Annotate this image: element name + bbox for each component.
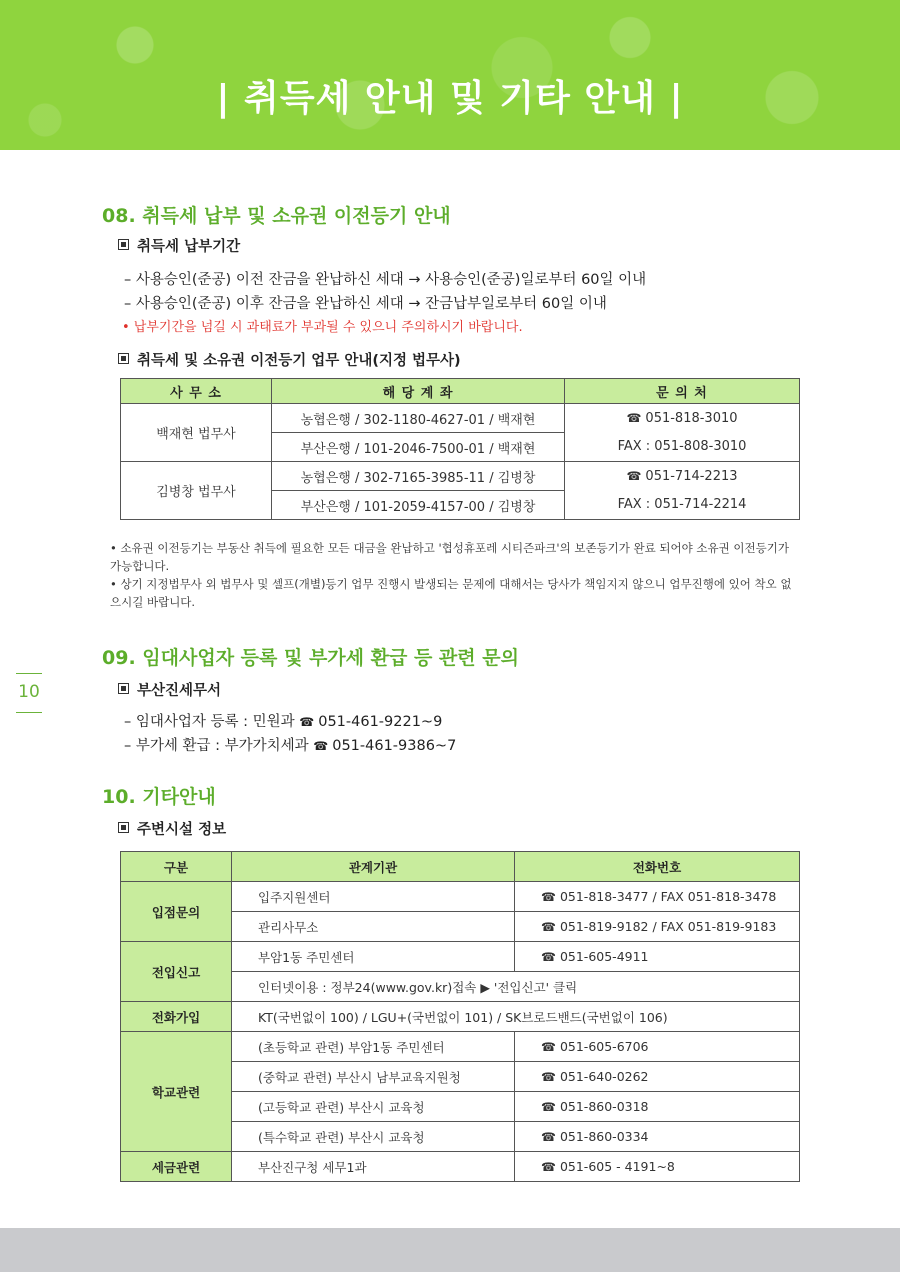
table-row [121, 942, 800, 972]
col-header-contact: 문 의 처 [565, 379, 800, 404]
organization-cell: 부산진구청 세무1과 [232, 1152, 515, 1182]
law-office-table [120, 378, 800, 520]
payment-line-1: – 사용승인(준공) 이전 잔금을 완납하신 세대 → 사용승인(준공)일로부터 60일 이내 [124, 272, 647, 288]
phone-icon: ☎ [541, 1100, 556, 1114]
phone-icon: ☎ [541, 1160, 556, 1174]
col-header-account: 해 당 계 좌 [272, 379, 565, 404]
office-name: 백재현 법무사 [121, 404, 272, 462]
subsection-tax-office: 부산진세무서 [118, 679, 221, 700]
phone-icon: ☎ [626, 411, 642, 425]
organization-cell: 부암1동 주민센터 [232, 942, 515, 972]
account-cell: 부산은행 / 101-2059-4157-00 / 김병창 [272, 491, 565, 520]
organization-cell: 입주지원센터 [232, 882, 515, 912]
phone-cell: ☎ 051-605 - 4191~8 [515, 1152, 800, 1182]
subsection-facilities: 주변시설 정보 [118, 818, 226, 839]
rental-registration-line: – 임대사업자 등록 : 민원과 ☎ 051-461-9221~9 [124, 714, 443, 730]
organization-cell: (고등학교 관련) 부산시 교육청 [232, 1092, 515, 1122]
section-09-title: 09. 임대사업자 등록 및 부가세 환급 등 관련 문의 [102, 647, 519, 669]
phone-icon: ☎ [541, 1040, 556, 1054]
phone-icon: ☎ [313, 739, 329, 753]
phone-icon: ☎ [541, 890, 556, 904]
col-header-office: 사 무 소 [121, 379, 272, 404]
phone-icon: ☎ [541, 1130, 556, 1144]
office-name: 김병창 법무사 [121, 462, 272, 520]
category-cell: 입점문의 [121, 882, 232, 942]
page-number: 10 [16, 673, 42, 713]
category-cell: 학교관련 [121, 1032, 232, 1152]
online-registration-cell: 인터넷이용 : 정부24(www.gov.kr)접속 ▶ '전입신고' 클릭 [232, 972, 800, 1002]
penalty-warning: • 납부기간을 넘길 시 과태료가 부과될 수 있으니 주의하시기 바랍니다. [122, 320, 523, 335]
section-08-title: 08. 취득세 납부 및 소유권 이전등기 안내 [102, 205, 451, 227]
account-cell: 농협은행 / 302-7165-3985-11 / 김병창 [272, 462, 565, 491]
square-bullet-icon [118, 353, 129, 364]
facilities-table [120, 851, 800, 1182]
contact-cell: ☎ 051-714-2213 FAX : 051-714-2214 [565, 462, 800, 520]
phone-cell: ☎ 051-819-9182 / FAX 051-819-9183 [515, 912, 800, 942]
organization-cell: 관리사무소 [232, 912, 515, 942]
subsection-payment-period: 취득세 납부기간 [118, 235, 240, 256]
vat-refund-line: – 부가세 환급 : 부가가치세과 ☎ 051-461-9386~7 [124, 738, 457, 754]
table-row [121, 1032, 800, 1062]
contact-cell: ☎ 051-818-3010 FAX : 051-808-3010 [565, 404, 800, 462]
header-banner [0, 0, 900, 150]
square-bullet-icon [118, 239, 129, 250]
table-row [121, 882, 800, 912]
phone-cell: ☎ 051-818-3477 / FAX 051-818-3478 [515, 882, 800, 912]
page-title: | 취득세 안내 및 기타 안내 | [216, 78, 684, 119]
organization-cell: (중학교 관련) 부산시 남부교육지원청 [232, 1062, 515, 1092]
col-header-category: 구분 [121, 852, 232, 882]
account-cell: 농협은행 / 302-1180-4627-01 / 백재현 [272, 404, 565, 433]
phone-icon: ☎ [541, 950, 556, 964]
organization-cell: (초등학교 관련) 부암1동 주민센터 [232, 1032, 515, 1062]
square-bullet-icon [118, 822, 129, 833]
phone-cell: ☎ 051-605-6706 [515, 1032, 800, 1062]
telecom-cell: KT(국번없이 100) / LGU+(국번없이 101) / SK브로드밴드(국번없이 106) [232, 1002, 800, 1032]
table-row [121, 1152, 800, 1182]
phone-cell: ☎ 051-860-0318 [515, 1092, 800, 1122]
square-bullet-icon [118, 683, 129, 694]
phone-cell: ☎ 051-640-0262 [515, 1062, 800, 1092]
phone-icon: ☎ [541, 1070, 556, 1084]
table-row [121, 1002, 800, 1032]
col-header-organization: 관계기관 [232, 852, 515, 882]
footer-band [0, 1228, 900, 1272]
phone-icon: ☎ [541, 920, 556, 934]
category-cell: 전화가입 [121, 1002, 232, 1032]
phone-cell: ☎ 051-860-0334 [515, 1122, 800, 1152]
subsection-law-office: 취득세 및 소유권 이전등기 업무 안내(지정 법무사) [118, 349, 461, 370]
account-cell: 부산은행 / 101-2046-7500-01 / 백재현 [272, 433, 565, 462]
note-registration: • 소유권 이전등기는 부동산 취득에 필요한 모든 대금을 완납하고 '협성휴포레 시티즌파크'의 보존등기가 완료 되어야 소유권 이전등기가 가능합니다. [110, 541, 789, 573]
payment-line-2: – 사용승인(준공) 이후 잔금을 완납하신 세대 → 잔금납부일로부터 60일 이내 [124, 296, 607, 312]
note-liability: • 상기 지정법무사 외 법무사 및 셀프(개별)등기 업무 진행시 발생되는 문제에 대해서는 당사가 책임지지 않으니 업무진행에 있어 착오 없으시길 바랍니다. [110, 577, 792, 609]
phone-icon: ☎ [626, 469, 642, 483]
organization-cell: (특수학교 관련) 부산시 교육청 [232, 1122, 515, 1152]
col-header-phone: 전화번호 [515, 852, 800, 882]
category-cell: 전입신고 [121, 942, 232, 1002]
category-cell: 세금관련 [121, 1152, 232, 1182]
section-10-title: 10. 기타안내 [102, 786, 216, 808]
phone-cell: ☎ 051-605-4911 [515, 942, 800, 972]
phone-icon: ☎ [299, 715, 315, 729]
